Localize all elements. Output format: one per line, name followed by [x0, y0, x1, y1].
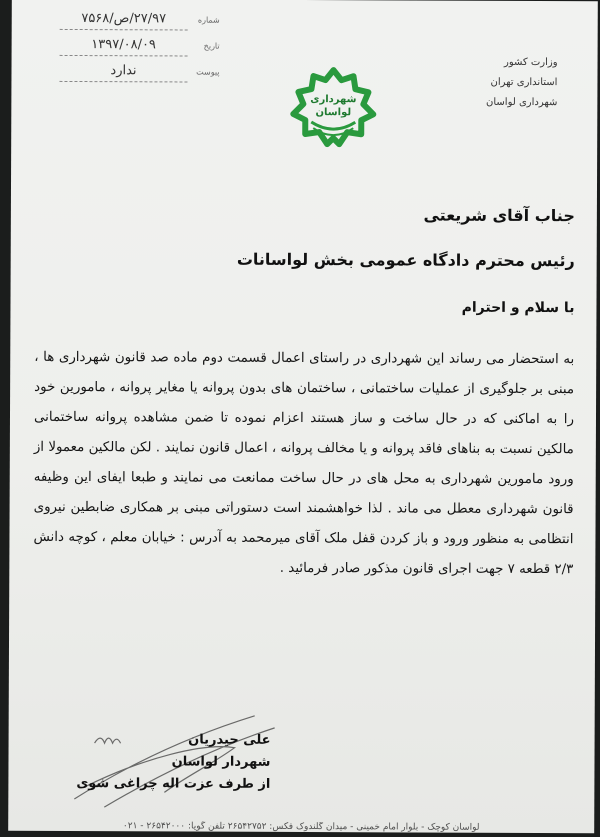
- logo-line2: لواسان: [315, 107, 352, 119]
- dashed-line: [59, 81, 187, 83]
- attachment-row: [59, 59, 219, 86]
- signatory-position: شهردار لواسان: [171, 754, 271, 770]
- letter-page: [8, 0, 598, 833]
- logo-line1: شهرداری: [310, 94, 357, 106]
- dashed-line: [60, 55, 188, 57]
- number-value: ۲۷/۹۷/ص/۷۵۶۸: [81, 11, 167, 27]
- addressee-title: رئیس محترم دادگاه عمومی بخش لواسانات: [236, 249, 575, 271]
- number-row: [60, 7, 220, 34]
- date-value: ۱۳۹۷/۰۸/۰۹: [91, 37, 156, 53]
- attachment-value: ندارد: [110, 63, 137, 79]
- greeting: با سلام و احترام: [461, 299, 575, 317]
- letter-body: به استحضار می رساند این شهرداری در راستای اعمال قسمت دوم ماده صد قانون شهرداری ها ، مبنی بر جلوگیری از عملیات ساختمانی ، ساختمان های بدون پروانه یا مغایر پروانه ، مامورین خود را به اماکنی که در حال ساخت و ساز هستند اعزام نموده تا ضمن مشاهده پروانه ساختمانی مالکین نسبت به بناهای فاقد پروانه و یا مخالف پروانه ، اعمال قانون نمایند . لکن مالکین معمولا از ورود مامورین شهرداری به محل های در حال ساخت ممانعت می نمایند و طبعا ایفای این وظیفه قانون شهرداری معطل می ماند . لذا خواهشمند است دستوراتی مبنی بر همکاری ضابطین نیروی انتظامی به منظور ورود و باز کردن قفل ملک آقای میرمحمد به آدرس : خیابان معلم ، کوچه دانش ۲/۳ قطعه ۷ جهت اجرای قانون مذکور صادر فرمائید .: [33, 349, 575, 578]
- signature-text: [70, 729, 270, 796]
- date-row: [60, 33, 220, 60]
- number-label: شماره: [197, 15, 220, 25]
- ministry-line2: استانداری تهران: [490, 76, 558, 89]
- reference-block: [59, 7, 219, 86]
- footer-address: لواسان کوچک - بلوار امام خمینی - میدان گلندوک فکس: ۲۶۵۴۲۷۵۲ تلفن گویا: ۲۶۵۴۲۰۰۰ - ۰۲۱: [122, 821, 480, 833]
- signature-block: [64, 707, 324, 818]
- date-label: تاریخ: [203, 41, 220, 51]
- signatory-on-behalf: از طرف عزت اله چراغی شوی: [76, 776, 271, 792]
- signatory-name: علی حیدریان: [188, 732, 271, 748]
- ministry-line3: شهرداری لواسان: [486, 96, 558, 109]
- addressee: جناب آقای شریعتی: [423, 205, 575, 226]
- attachment-label: پیوست: [196, 67, 220, 77]
- municipality-logo-icon: [275, 62, 391, 153]
- ministry-block: [447, 53, 557, 113]
- ministry-line1: وزارت کشور: [503, 56, 558, 69]
- dashed-line: [60, 29, 188, 31]
